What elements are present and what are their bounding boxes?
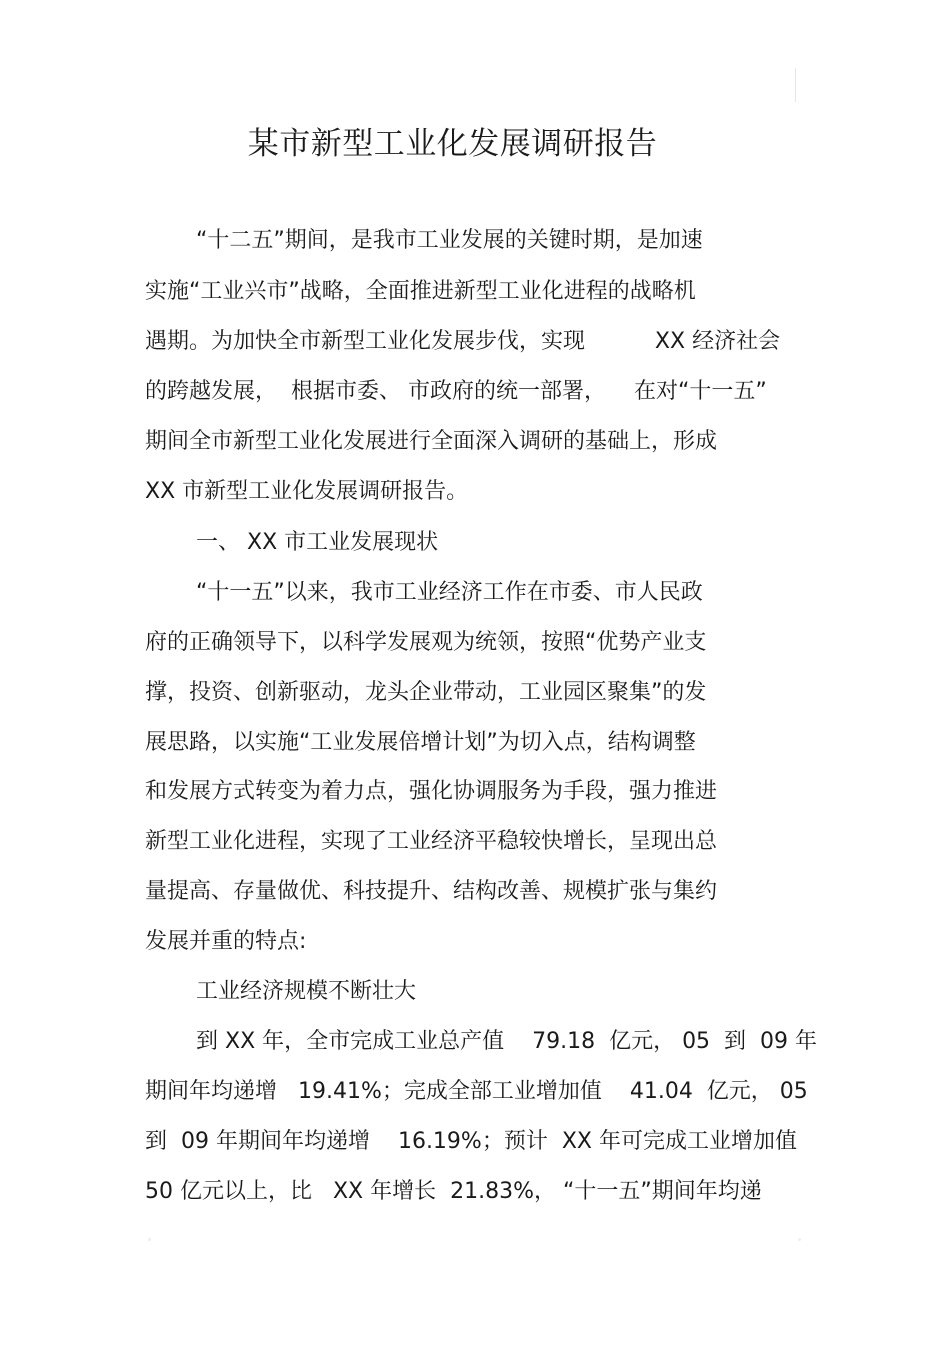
- paragraph-line: 量提高、存量做优、科技提升、结构改善、规模扩张与集约: [145, 879, 718, 904]
- paragraph-line: “十一五”以来，我市工业经济工作在市委、市人民政: [196, 580, 703, 605]
- paragraph-line: 新型工业化进程，实现了工业经济平稳较快增长，呈现出总: [145, 829, 718, 854]
- paragraph-line: 遇期。为加快全市新型工业化发展步伐，实现 XX 经济社会: [145, 329, 781, 354]
- paragraph-line: 50 亿元以上，比 XX 年增长 21.83%， “十一五”期间年均递: [145, 1179, 762, 1204]
- paragraph-line: 展思路，以实施“工业发展倍增计划”为切入点，结构调整: [145, 730, 696, 755]
- paragraph-line: 实施“工业兴市”战略，全面推进新型工业化进程的战略机: [145, 279, 696, 304]
- document-title: 某市新型工业化发展调研报告: [247, 126, 658, 162]
- paragraph-line: 期间全市新型工业化发展进行全面深入调研的基础上，形成: [145, 429, 718, 454]
- paragraph-line: 发展并重的特点:: [145, 929, 307, 954]
- subsection-heading: 工业经济规模不断壮大: [196, 979, 417, 1004]
- scan-speck: [148, 1238, 151, 1241]
- paragraph-line: 撑，投资、创新驱动，龙头企业带动，工业园区聚集”的发: [145, 680, 707, 705]
- paragraph-line: “十二五”期间，是我市工业发展的关键时期，是加速: [196, 228, 703, 253]
- paragraph-line: 到 09 年期间年均递增 16.19%；预计 XX 年可完成工业增加值: [145, 1129, 797, 1154]
- paragraph-line: XX 市新型工业化发展调研报告。: [145, 479, 469, 504]
- page-edge-mark: [795, 68, 796, 102]
- scan-speck: [798, 1238, 801, 1241]
- paragraph-line: 和发展方式转变为着力点，强化协调服务为手段，强力推进: [145, 779, 718, 804]
- section-heading: 一、 XX 市工业发展现状: [196, 530, 439, 555]
- paragraph-line: 到 XX 年，全市完成工业总产值 79.18 亿元， 05 到 09 年: [196, 1029, 818, 1054]
- paragraph-line: 期间年均递增 19.41%；完成全部工业增加值 41.04 亿元， 05: [145, 1079, 808, 1104]
- paragraph-line: 府的正确领导下，以科学发展观为统领，按照“优势产业支: [145, 630, 707, 655]
- paragraph-line: 的跨越发展， 根据市委、 市政府的统一部署， 在对“十一五”: [145, 379, 767, 404]
